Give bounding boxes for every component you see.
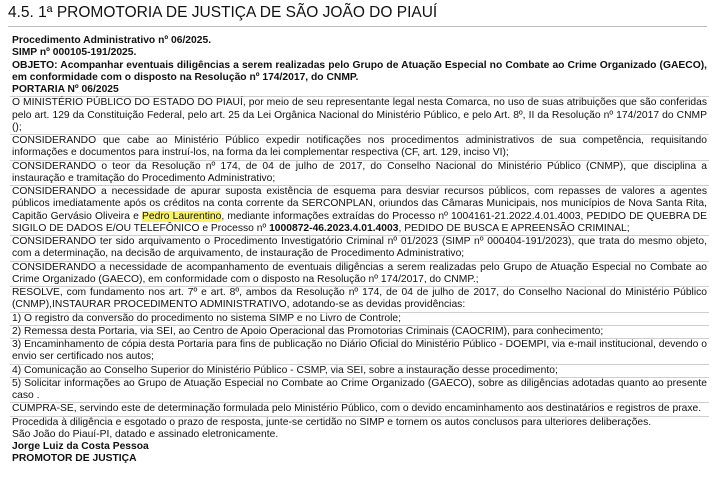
considerando-3-text-c: , PEDIDO DE BUSCA E APREENSÃO CRIMINAL; bbox=[398, 222, 630, 234]
objeto-paragraph: OBJETO: Acompanhar eventuais diligências a serem realizadas pelo Grupo de Atuação Especial no Combate ao Crime Organizado (GAECO), em conformidade com o disposto na Resolução nº 174/2017, do CNMP. bbox=[12, 59, 707, 83]
considerando-2: CONSIDERANDO o teor da Resolução nº 174, de 04 de julho de 2017, do Conselho Nacional do Ministério Público (CNMP), que disciplina a instauração e tramitação do Procedimento Administrativo; bbox=[12, 160, 707, 184]
considerando-5: CONSIDERANDO a necessidade de acompanhamento de eventuais diligências a serem realizadas pelo Grupo de Atuação Especial no Combate ao Crime Organizado (GAECO), em conformidade com o disposto na Resolução nº 174/2017, do CNMP.; bbox=[12, 261, 707, 285]
signatory-name: Jorge Luiz da Costa Pessoa bbox=[12, 441, 149, 452]
place-date-line: São João do Piauí-PI, datado e assinado eletronicamente. bbox=[12, 428, 279, 440]
list-item: 4) Comunicação ao Conselho Superior do Ministério Público - CSMP, via SEI, sobre a instauração desse procedimento; bbox=[12, 364, 558, 376]
list-item: 5) Solicitar informações ao Grupo de Atuação Especial no Combate ao Crime Organizado (GAECO), sobre as diligências adotadas quanto ao presente caso . bbox=[12, 377, 707, 401]
list-item: 3) Encaminhamento de cópia desta Portaria para fins de publicação no Diário Oficial do Ministério Público - DOEMPI, via e-mail institucional, devendo o envio ser certificado nos autos; bbox=[12, 339, 707, 363]
list-item: 2) Remessa desta Portaria, via SEI, ao Centro de Apoio Operacional das Promotorias Criminais (CAOCRIM), para conhecimento; bbox=[12, 325, 604, 337]
considerando-1: CONSIDERANDO que cabe ao Ministério Público expedir notificações nos procedimentos administrativos de sua competência, requisitando informações e documentos para instruí-los, na forma da lei complementar respectiva (CF, art. 129, inciso VI); bbox=[12, 135, 707, 159]
simp-line: SIMP nº 000105-191/2025. bbox=[12, 47, 137, 59]
highlighted-municipality: Pedro Laurentino bbox=[142, 210, 222, 222]
considerando-3 bbox=[12, 186, 707, 235]
procedida-paragraph: Procedida à diligência e esgotado o prazo de resposta, junte-se certidão no SIMP e tornem os autos conclusos para ulteriores deliberações. bbox=[12, 416, 652, 428]
considerando-3-text-a: CONSIDERANDO a necessidade de apurar suposta existência de esquema para desviar recursos públicos, com repasses de valores a agentes públicos imediatamente após os créditos na conta corrente da SERCONPLAN, oriundos das Câmaras Municipais, nos municípios de Nova Santa Rita, Capitão Gervásio Oliveira e bbox=[12, 186, 707, 222]
cumpra-se-paragraph: CUMPRA-SE, servindo este de determinação formulada pelo Ministério Público, com o devido encaminhamento aos destinatários e registros de praxe. bbox=[12, 403, 702, 415]
process-number: 1000872-46.2023.4.01.4003 bbox=[269, 222, 399, 234]
resolve-paragraph: RESOLVE, com fundamento nos art. 7º e art. 8º, ambos da Resolução nº 174, de 04 de julho de 2017, do Conselho Nacional do Ministério Público (CNMP),INSTAURAR PROCEDIMENTO ADMINISTRATIVO, adotando-se as devidas providências: bbox=[12, 287, 707, 311]
list-item: 1) O registro da conversão do procedimento no sistema SIMP e no Livro de Controle; bbox=[12, 312, 402, 324]
considerando-3-text-b: , mediante informações extraídas do Processo nº 1004161-21.2022.4.01.4003, PEDIDO DE QUEBRA DE SIGILO DE DADOS E/OU TELEFÔNICO e Processo nº bbox=[12, 210, 707, 234]
signatory-title: PROMOTOR DE JUSTIÇA bbox=[12, 453, 137, 465]
portaria-number: PORTARIA Nº 06/2025 bbox=[12, 84, 119, 95]
considerando-4: CONSIDERANDO ter sido arquivamento o Procedimento Investigatório Criminal nº 01/2023 (SIMP nº 000404-191/2023), que trata do mesmo objeto, com a determinação, na decisão de arquivamento, de instauração de Procedimento Administrativo; bbox=[12, 236, 707, 260]
intro-paragraph: O MINISTÉRIO PÚBLICO DO ESTADO DO PIAUÍ, por meio de seu representante legal nesta Comarca, no uso de suas atribuições que são conferidas pelo art. 129 da Constituição Federal, pelo art. 25 da Lei Orgânica Nacional do Ministério Público, e pelo Art. 8º, II da Resolução nº 174/2017 do CNMP (); bbox=[12, 97, 707, 133]
portaria-body bbox=[8, 35, 707, 466]
section-heading: 4.5. 1ª PROMOTORIA DE JUSTIÇA DE SÃO JOÃO DO PIAUÍ bbox=[8, 4, 707, 27]
procedimento-line: Procedimento Administrativo nº 06/2025. bbox=[12, 35, 212, 46]
